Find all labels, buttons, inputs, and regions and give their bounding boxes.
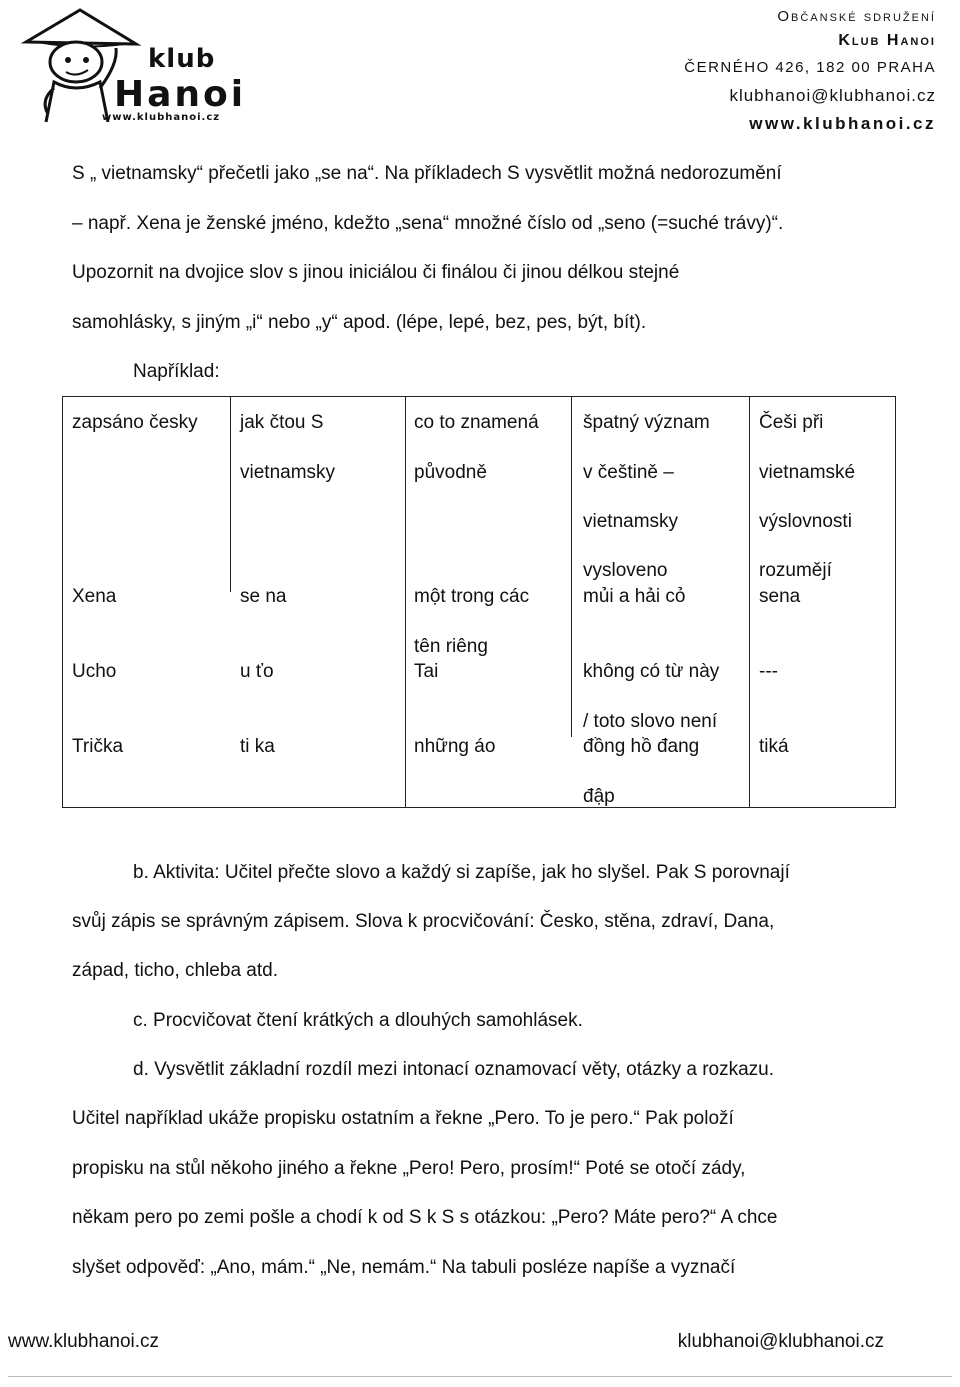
table-header: zapsáno česky [72,412,198,433]
table-cell: đồng hồ đang [583,736,700,757]
table-divider [749,397,750,807]
table-cell: mủi a hải cỏ [583,586,686,607]
table-cell: Ucho [72,661,117,682]
table-cell: một trong các [414,586,530,607]
org-name: Klub Hanoi [838,32,936,49]
table-cell: đập [583,786,615,807]
footer-email[interactable]: klubhanoi@klubhanoi.cz [677,1331,884,1352]
pronunciation-table [62,396,896,808]
table-cell: sena [759,586,801,607]
paragraph-line: propisku na stůl někoho jiného a řekne „Pero! Pero, prosím!“ Poté se otočí zády, [72,1158,746,1179]
org-address: ČERNÉHO 426, 182 00 PRAHA [684,59,936,76]
paragraph-line: – např. Xena je ženské jméno, kdežto „sena“ množné číslo od „seno (=suché trávy)“. [72,213,784,234]
logo-url: www.klubhanoi.cz [102,112,221,123]
table-header: jak čtou S [240,412,324,433]
table-header: v češtině – [583,462,674,483]
table-cell: không có từ này [583,661,720,682]
table-header: vietnamsky [583,511,679,532]
table-cell: những áo [414,736,496,757]
table-header: vysloveno [583,560,668,581]
table-cell: se na [240,586,287,607]
klub-hanoi-logo [18,4,247,126]
table-cell: Trička [72,736,124,757]
table-header: Češi při [759,412,824,433]
table-header: výslovnosti [759,511,852,532]
footer-website[interactable]: www.klubhanoi.cz [8,1331,160,1352]
table-cell: u ťo [240,661,274,682]
org-email[interactable]: klubhanoi@klubhanoi.cz [729,86,936,105]
table-cell: Tai [414,661,439,682]
logo-text-klub: klub [148,44,216,74]
table-cell: --- [759,661,778,682]
paragraph-line: svůj zápis se správným zápisem. Slova k procvičování: Česko, stěna, zdraví, Dana, [72,911,775,932]
table-header: rozumějí [759,560,832,581]
table-divider [230,397,231,592]
table-header: co to znamená [414,412,539,433]
table-header: vietnamské [759,462,856,483]
paragraph-line: d. Vysvětlit základní rozdíl mezi intonací oznamovací věty, otázky a rozkazu. [133,1059,774,1080]
paragraph-line: c. Procvičovat čtení krátkých a dlouhých samohlásek. [133,1010,583,1031]
table-header: špatný význam [583,412,710,433]
logo-text-hanoi: Hanoi [114,74,247,115]
table-cell: tên riêng [414,636,488,657]
paragraph-line: někam pero po zemi pošle a chodí k od S k S s otázkou: „Pero? Máte pero?“ A chce [72,1207,778,1228]
paragraph-line: S „ vietnamsky“ přečetli jako „se na“. Na příkladech S vysvětlit možná nedorozumění [72,163,782,184]
footer-divider [8,1376,952,1377]
paragraph-line: Učitel například ukáže propisku ostatním a řekne „Pero. To je pero.“ Pak položí [72,1108,734,1129]
example-label: Například: [133,361,220,382]
header-contact [684,6,936,138]
org-website[interactable]: www.klubhanoi.cz [749,114,936,133]
table-divider [405,397,406,807]
table-header: původně [414,462,487,483]
table-cell: ti ka [240,736,275,757]
table-cell: / toto slovo není [583,711,718,732]
org-type: Občanské sdružení [777,8,936,25]
table-divider [571,397,572,737]
table-cell: tiká [759,736,789,757]
paragraph-line: b. Aktivita: Učitel přečte slovo a každý si zapíše, jak ho slyšel. Pak S porovnají [133,862,790,883]
paragraph-line: západ, ticho, chleba atd. [72,960,278,981]
table-header: vietnamsky [240,462,336,483]
paragraph-line: Upozornit na dvojice slov s jinou iniciálou či finálou či jinou délkou stejné [72,262,680,283]
paragraph-line: slyšet odpověď: „Ano, mám.“ „Ne, nemám.“ Na tabuli posléze napíše a vyznačí [72,1257,736,1278]
table-cell: Xena [72,586,117,607]
paragraph-line: samohlásky, s jiným „i“ nebo „y“ apod. (lépe, lepé, bez, pes, být, bít). [72,312,647,333]
